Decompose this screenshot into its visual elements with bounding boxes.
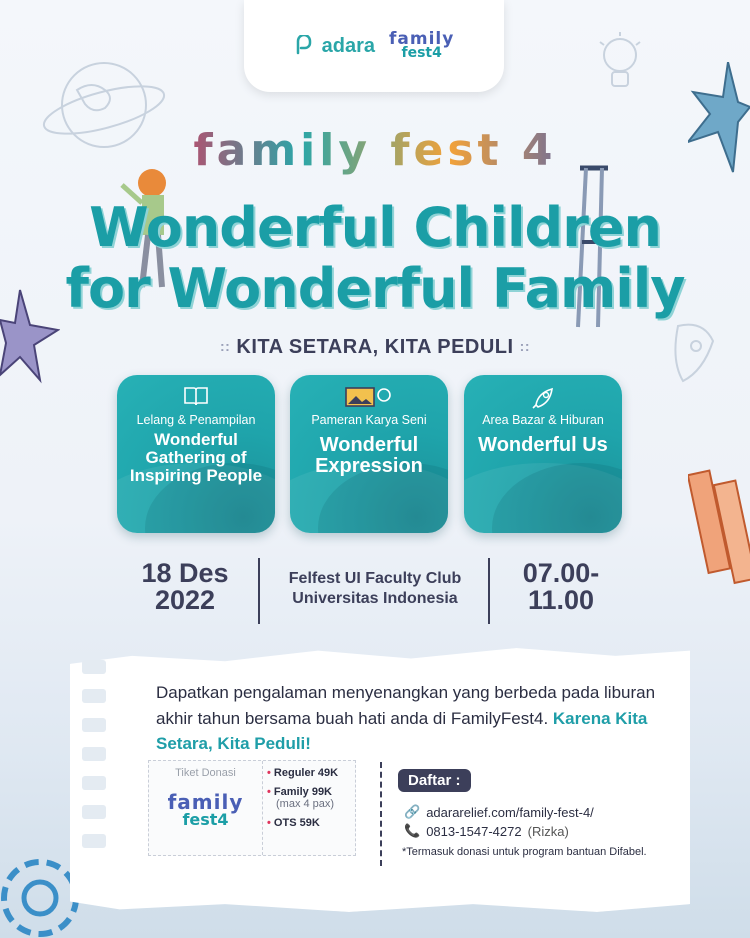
register-label: Daftar : [398,769,471,792]
event-date: 18 Des 2022 [141,558,229,615]
card-subtitle: Area Bazar & Hiburan [482,413,604,427]
adara-logo [294,35,375,58]
register-phone[interactable]: 📞 0813-1547-4272 (Rizka) [404,823,569,839]
ticket-tier: • Reguler 49K [267,767,339,779]
dashed-divider [380,762,382,866]
promo-highlight: Karena Kita Setara, Kita Peduli! [156,708,648,753]
card-subtitle: Pameran Karya Seni [311,413,427,427]
register-link[interactable]: 🔗 adararelief.com/family-fest-4/ [404,804,594,820]
divider [258,558,260,624]
event-time: 07.00- 11.00 [522,558,600,615]
card-title: Wonderful Expression [315,434,423,477]
phone-icon: 📞 [404,823,421,838]
ticket-title: Tiket Donasi [175,767,236,779]
card-title: Wonderful Us [478,434,608,456]
rocket-icon [464,385,622,411]
ticket-tier: • Family 99K (max 4 pax) [267,785,335,811]
adara-leaf-icon [294,35,316,57]
lightbulb-icon [595,30,645,100]
card-subtitle: Lelang & Penampilan [136,413,256,427]
ticket-tiers [267,767,355,836]
card-expression [290,375,448,533]
header-logo-bar [244,0,504,92]
painting-icon [290,385,448,411]
footnote: *Termasuk donasi untuk program bantuan Difabel. [402,846,647,858]
card-gathering [117,375,275,533]
link-icon: 🔗 [404,804,421,819]
headline-line1: Wonderful Children [89,196,661,259]
event-venue: Felfest UI Faculty Club Universitas Indonesia [288,570,462,607]
tagline: :: KITA SETARA, KITA PEDULI :: [220,336,530,358]
card-title: Wonderful Gathering of Inspiring People [129,430,263,485]
promo-text: Dapatkan pengalaman menyenangkan yang berbeda pada liburan akhir tahun bersama buah hati anda di FamilyFest4. Karena Kita Setara, Kita Peduli! [156,683,656,753]
book-icon [117,385,275,411]
pencil-icon [688,462,750,592]
card-bazar [464,375,622,533]
event-name: family fest 4 [0,125,750,176]
paper-holes [82,660,106,863]
familyfest-mini-logo: family fest4 [389,29,455,62]
ticket-tier: • OTS 59K [267,816,320,829]
divider [488,558,490,624]
headline-line2: for Wonderful Family [65,257,685,320]
brand-name: adara [321,34,376,57]
ticket-logo: family fest4 [167,790,244,829]
donation-ticket [148,760,356,856]
